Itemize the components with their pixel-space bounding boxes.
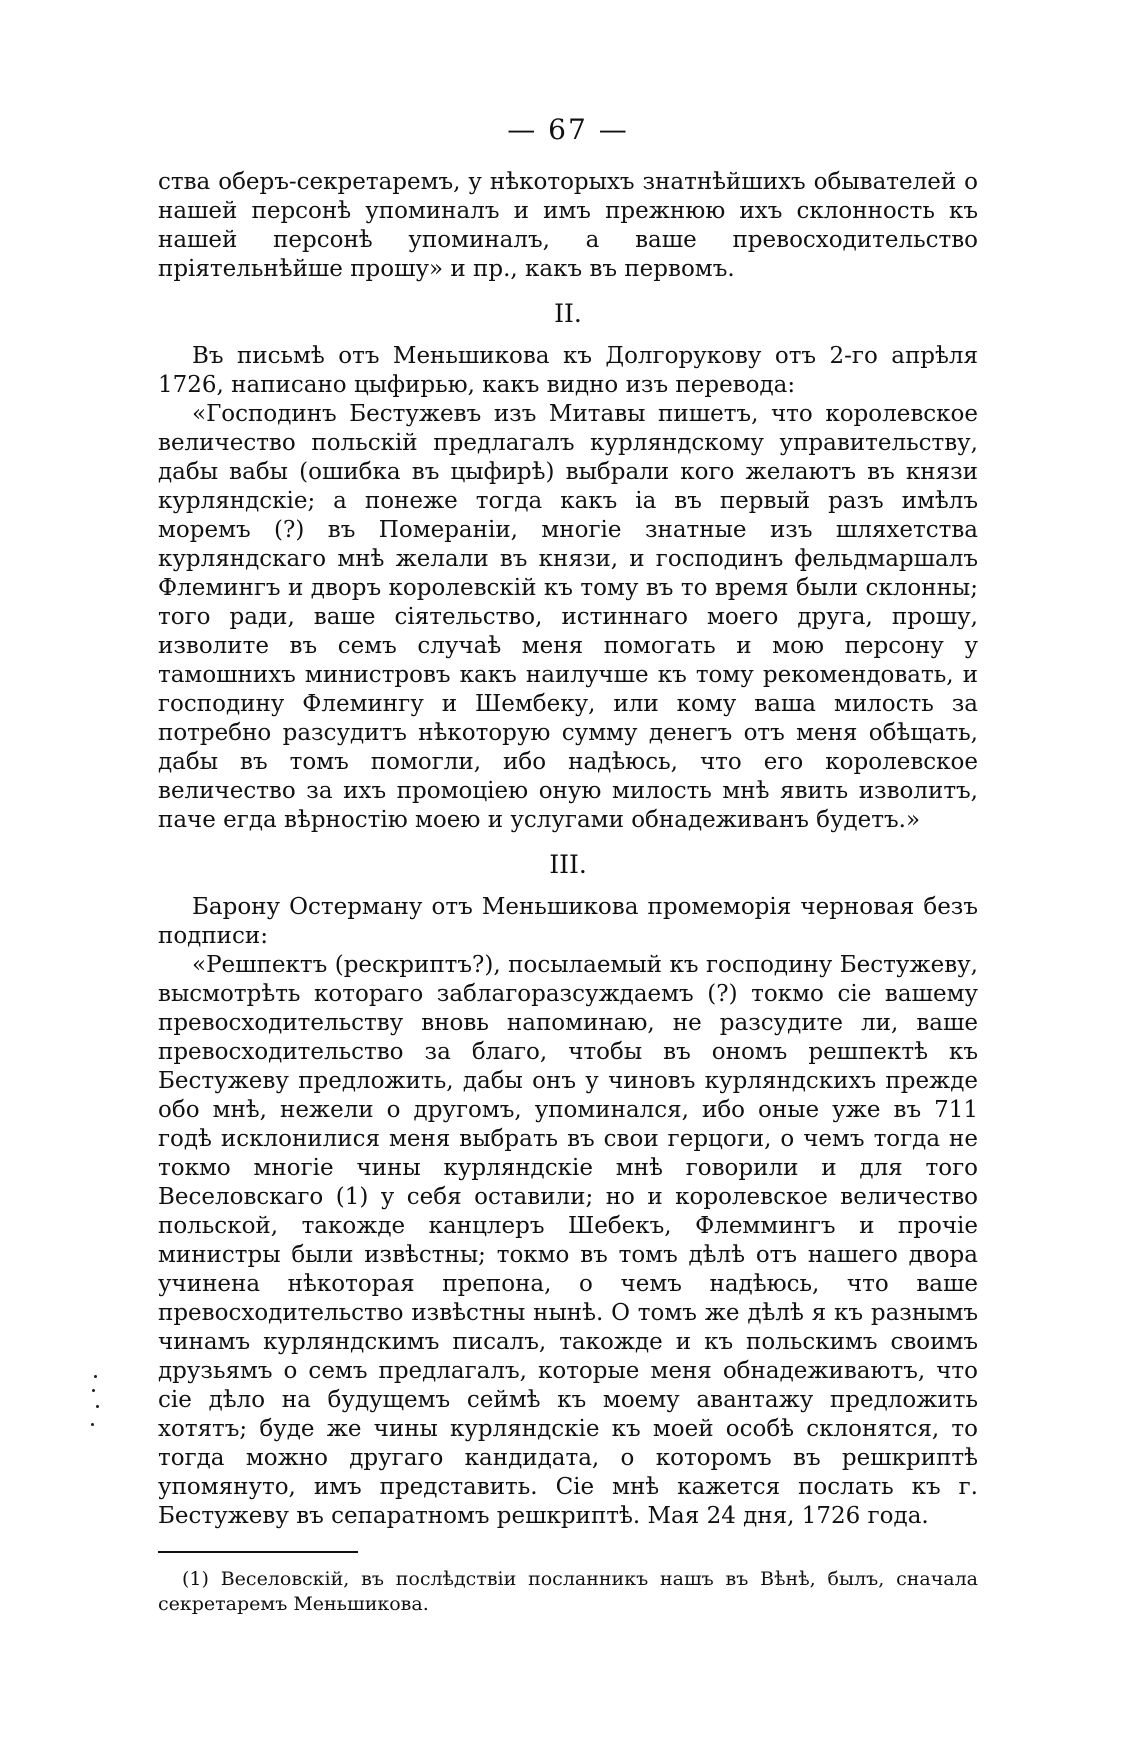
section-ii-intro: Въ письмѣ отъ Меньшикова къ Долгорукову отъ 2-го апрѣля 1726, написано цыфирью, какъ видно изъ перевода: bbox=[158, 343, 978, 398]
page-content bbox=[158, 112, 978, 1617]
section-iii-quote: «Решпектъ (рескриптъ?), посылаемый къ господину Бестужеву, высмотрѣть котораго заблагоразсуждаемъ (?) токмо сіе вашему превосходительству вновь напоминаю, не разсудите ли, ваше превосходительство за благо, чтобы въ ономъ решпектѣ къ Бестужеву предложить, дабы онъ у чиновъ курляндскихъ прежде обо мнѣ, нежели о другомъ, упоминался, ибо оные уже въ 711 годѣ исклонилися меня выбрать въ свои герцоги, о чемъ тогда не токмо многіе чины курляндскіе мнѣ говорили и для того Веселовскаго (1) у себя оставили; но и королевское величество польской, такожде канцлеръ Шебекъ, Флеммингъ и прочіе министры были извѣстны; токмо въ томъ дѣлѣ отъ нашего двора учинена нѣкоторая препона, о чемъ надѣюсь, что ваше превосходительство извѣстны нынѣ. О томъ же дѣлѣ я къ разнымъ чинамъ курляндскимъ писалъ, такожде и къ польскимъ своимъ друзьямъ о семъ предлагалъ, которые меня обнадеживаютъ, что сіе дѣло на будущемъ сеймѣ къ моему авантажу предложить хотятъ; буде же чины курляндскіе къ моей особѣ склонятся, то тогда можно другаго кандидата, о которомъ въ решкриптѣ упомянуто, имъ представить. Сіе мнѣ кажется послать къ г. Бестужеву въ сепаратномъ решкриптѣ. Мая 24 дня, 1726 года. bbox=[158, 952, 978, 1529]
section-iii-intro: Барону Остерману отъ Меньшикова промеморія черновая безъ подписи: bbox=[158, 894, 978, 949]
section-ii-quote: «Господинъ Бестужевъ изъ Митавы пишетъ, что королевское величество польскій предлагалъ курляндскому управительству, дабы вабы (ошибка въ цыфирѣ) выбрали кого желаютъ въ князи курляндскіе; а понеже тогда какъ іа въ первый разъ имѣлъ моремъ (?) въ Помераніи, многіе знатные изъ шляхетства курляндскаго мнѣ желали въ князи, и господинъ фельдмаршалъ Флемингъ и дворъ королевскій къ тому въ то время были склонны; того ради, ваше сіятельство, истиннаго моего друга, прошу, изволите въ семъ случаѣ меня помогать и мою персону у тамошнихъ министровъ какъ наилучше къ тому рекомендовать, и господину Флемингу и Шембеку, или кому ваша милость за потребно разсудитъ нѣкоторую сумму денегъ отъ меня обѣщать, дабы въ томъ помогли, ибо надѣюсь, что его королевское величество за ихъ промоціею оную милость мнѣ явить изволитъ, паче егда вѣрностію моею и услугами обнадеживанъ будетъ.» bbox=[158, 401, 978, 833]
section-heading-ii: II. bbox=[554, 299, 582, 328]
section-heading-iii: III. bbox=[549, 850, 587, 879]
scan-specks bbox=[90, 1375, 102, 1445]
footnote: (1) Веселовскій, въ послѣдствіи посланникъ нашъ въ Вѣнѣ, былъ, сначала секретаремъ Меньшикова. bbox=[158, 1568, 978, 1615]
page-number: — 67 — bbox=[507, 113, 629, 146]
footnote-divider bbox=[158, 1551, 358, 1553]
continuation-paragraph: ства оберъ-секретаремъ, у нѣкоторыхъ знатнѣйшихъ обывателей о нашей персонѣ упоминалъ и имъ прежнюю ихъ склонность къ нашей персонѣ упоминалъ, а ваше превосходительство пріятельнѣйше прошу» и пр., какъ въ первомъ. bbox=[158, 169, 978, 282]
